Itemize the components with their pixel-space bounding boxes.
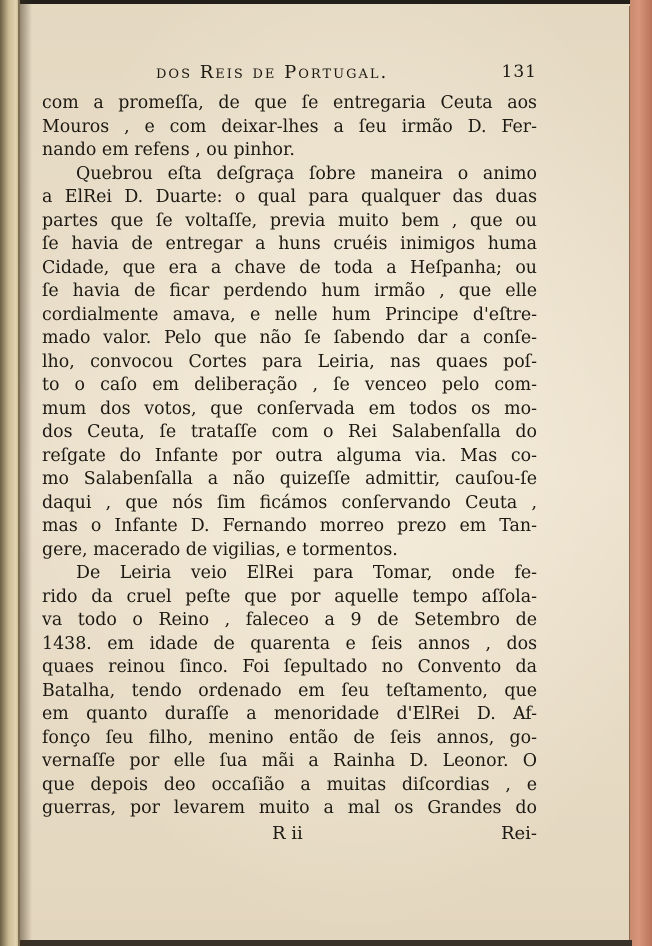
text-line: Quebrou eſta deſgraça ſobre maneira o animo — [76, 163, 537, 184]
text-line: vernaſſe por elle ſua mãi a Rainha D. Leonor. O — [42, 751, 537, 771]
text-line: gere, macerado de vigilias, e tormentos. — [42, 539, 398, 560]
gutter-shadow — [18, 0, 32, 946]
text-line: a ElRei D. Duarte: o qual para qualquer das duas — [42, 187, 537, 207]
facing-page-edge — [0, 0, 20, 946]
page-number: 131 — [501, 62, 537, 82]
page-fore-edge — [630, 0, 652, 946]
text-line: Mouros , e com deixar-lhes a ſeu irmão D. Fer- — [42, 116, 537, 137]
signature-mark: R ii — [272, 822, 303, 844]
text-line: De Leiria veio ElRei para Tomar, onde fe- — [76, 563, 537, 583]
running-title: dos Reis de Portugal. — [156, 62, 389, 83]
text-line: guerras, por levarem muito a mal os Grandes do — [42, 798, 537, 818]
text-block — [42, 58, 537, 849]
catchword: Rei- — [500, 822, 537, 844]
text-line: partes que ſe voltaſſe, previa muito bem , que ou — [42, 210, 537, 231]
text-line: dos Ceuta, ſe trataſſe com o Rei Salabenſalla do — [42, 422, 537, 442]
page-bottom-edge — [20, 940, 632, 946]
body-text — [42, 92, 537, 821]
text-line: fonço ſeu filho, menino então de ſeis annos, go- — [42, 727, 537, 748]
text-line: va todo o Reino , faleceo a 9 de Setembro de — [42, 610, 537, 630]
text-line: to o caſo em deliberação , ſe venceo pelo com- — [42, 375, 537, 395]
text-line: rido da cruel peſte que por aquelle tempo aſſola- — [42, 586, 537, 607]
text-line: mado valor. Pelo que não ſe ſabendo dar a conſe- — [42, 328, 537, 348]
text-line: mo Salabenſalla a não quizeſſe admittir, cauſou-ſe — [42, 469, 537, 489]
text-line: mum dos votos, que conſervada em todos os mo- — [42, 398, 537, 419]
text-line: com a promeſſa, de que ſe entregaria Ceuta aos — [42, 93, 537, 113]
text-line: 1438. em idade de quarenta e ſeis annos , dos — [42, 633, 537, 654]
text-line: nando em refens , ou pinhor. — [42, 140, 295, 160]
text-line: mas o Infante D. Fernando morreo prezo em Tan- — [42, 516, 537, 536]
text-line: em quanto duraſſe a menoridade d'ElRei D. Af- — [42, 704, 537, 724]
page-header — [42, 58, 537, 92]
text-line: Batalha, tendo ordenado em ſeu teſtamento, que — [42, 680, 537, 701]
text-line: que depois deo occaſião a muitas diſcordias , e — [42, 774, 537, 795]
text-line: ſe havia de entregar a huns cruéis inimigos huma — [42, 234, 537, 254]
text-line: quaes reinou ſinco. Foi ſepultado no Convento da — [42, 657, 537, 677]
text-line: daqui , que nós ſim ficámos conſervando Ceuta , — [42, 492, 537, 513]
text-line: cordialmente amava, e nelle hum Principe d'eſtre- — [42, 304, 537, 325]
text-line: Cidade, que era a chave de toda a Heſpanha; ou — [42, 257, 537, 278]
text-line: ſe havia de ficar perdendo hum irmão , que elle — [42, 281, 537, 301]
text-line: reſgate do Infante por outra alguma via. Mas co- — [42, 445, 537, 466]
text-line: lho, convocou Cortes para Leiria, nas quaes poſ- — [42, 351, 537, 372]
page-footer — [42, 821, 537, 849]
